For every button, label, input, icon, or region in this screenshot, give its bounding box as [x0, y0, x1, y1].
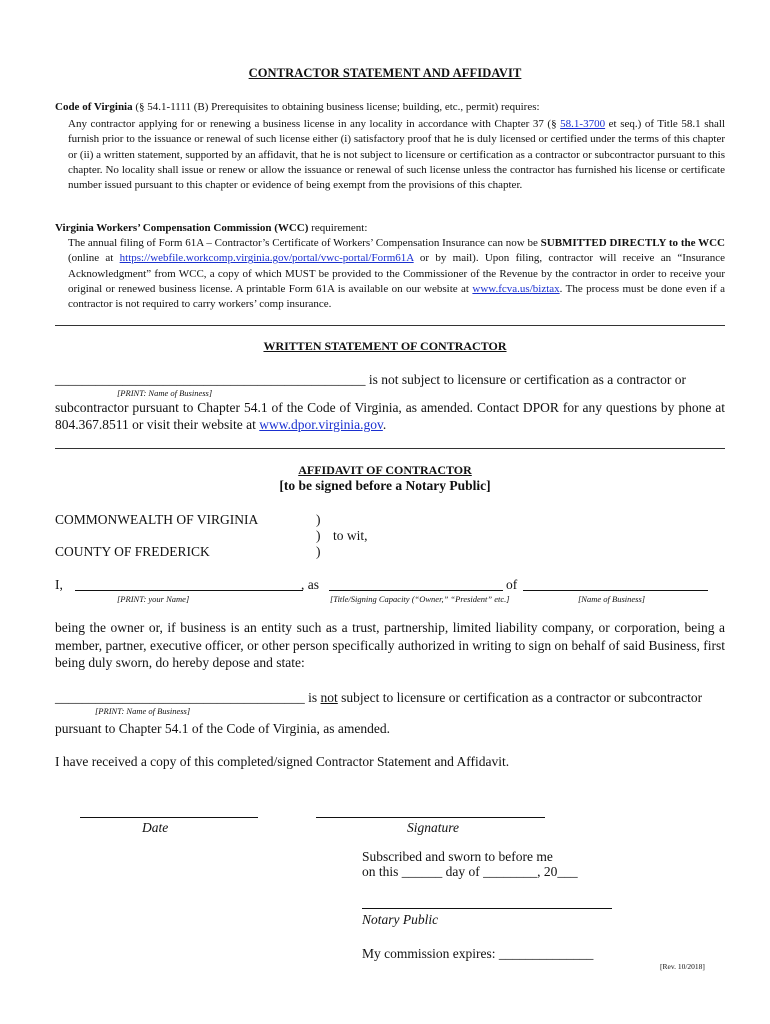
title-capacity-label: [Title/Signing Capacity (“Owner,” “President” etc.] [330, 594, 510, 604]
as-label: , as [301, 577, 319, 592]
code-text-b: et seq.) of Title 58.1 shall furnish prior to the issuance or renewal of such license either (i) satisfactory proof that he is duly licensed or certified under the terms of this chapter or (ii) a written statement, supported by an affidavit, that he is not subject to licensure or certification as a contractor or subcontractor pursuant to this chapter. No locality shall issue or renew or allow the issuance or renewal of such license unless the contractor has furnished his license or certificate number issued pursuant to this chapter or evidence of being exempt from the provisions of this chapter. [68, 118, 725, 192]
pursuant-text: pursuant to Chapter 54.1 of the Code of Virginia, as amended. [55, 721, 390, 736]
revision-label: [Rev. 10/2018] [660, 962, 705, 971]
notary-subheading: [to be signed before a Notary Public] [279, 478, 491, 493]
wcc-text-b: (online at [68, 252, 120, 265]
biztax-link[interactable]: www.fcva.us/biztax [472, 282, 560, 295]
business-name-blank-2[interactable] [523, 590, 708, 591]
code-paragraph [68, 117, 725, 193]
dpor-link[interactable]: www.dpor.virginia.gov [259, 417, 383, 432]
written-text-a: subcontractor pursuant to Chapter 54.1 of the Code of Virginia, as amended. Contact DPOR for any questions by phone at 804.367.8511 or visit their website at [55, 400, 725, 432]
wcc-text-c: or by mail). Upon filing, contractor will receive an “Insurance Acknowledgment” from WCC, a copy of which MUST be provided to the Commissioner of the Revenue by the contractor in order to receive your original or renewed business license. A printable Form 61A is available on our website at [68, 252, 725, 295]
paren-3: ) [316, 544, 321, 559]
business-name-blank[interactable]: ______________________________________________ [55, 372, 366, 387]
business-name-blank-3[interactable]: _____________________________________ [55, 690, 305, 705]
title-capacity-blank[interactable] [329, 590, 503, 591]
commonwealth-label: COMMONWEALTH OF VIRGINIA [55, 512, 259, 527]
print-business-label: [PRINT: Name of Business] [117, 388, 213, 398]
not-label: not [320, 690, 338, 705]
wcc-heading-line [55, 221, 367, 236]
code-text-a: Any contractor applying for or renewing a business license in any locality in accordance with Chapter 37 (§ [68, 118, 561, 130]
on-this-day-text[interactable]: on this ______ day of ________, 20___ [362, 864, 578, 879]
code-heading-rest: (§ 54.1-1111 (B) Prerequisites to obtaining business license; building, etc., permit) requires: [132, 101, 540, 113]
section-divider-2 [55, 448, 725, 449]
date-blank[interactable] [80, 817, 258, 818]
date-label: Date [142, 820, 169, 835]
wcc-heading: Virginia Workers’ Compensation Commission (WCC) [55, 222, 309, 234]
notary-signature-blank[interactable] [362, 908, 612, 909]
written-line-rest: is not subject to licensure or certification as a contractor or [365, 372, 687, 387]
is-label: is [304, 690, 321, 705]
page-title: CONTRACTOR STATEMENT AND AFFIDAVIT [248, 66, 522, 80]
statement-rest: subject to licensure or certification as a contractor or subcontractor [337, 690, 703, 705]
written-paragraph [55, 399, 725, 433]
written-text-b: . [382, 417, 387, 432]
paren-1: ) [316, 512, 321, 527]
written-statement-heading: WRITTEN STATEMENT OF CONTRACTOR [263, 339, 507, 353]
wcc-paragraph [68, 236, 725, 312]
signature-label: Signature [407, 820, 459, 835]
written-statement-line [55, 371, 686, 388]
subscribed-text: Subscribed and sworn to before me [362, 849, 553, 864]
code-heading-line [55, 100, 540, 115]
county-label: COUNTY OF FREDERICK [55, 544, 210, 559]
print-your-name-label: [PRINT: your Name] [117, 594, 190, 604]
your-name-blank[interactable] [75, 590, 303, 591]
of-label: of [506, 577, 518, 592]
wcc-text-d: . The process must be done even if a contractor is not required to carry workers’ comp insurance. [68, 282, 725, 311]
to-wit-label: to wit, [333, 528, 368, 543]
name-of-business-label: [Name of Business] [578, 594, 646, 604]
received-copy-text: I have received a copy of this completed/signed Contractor Statement and Affidavit. [55, 754, 510, 769]
form61a-link[interactable]: https://webfile.workcomp.virginia.gov/portal/vwc-portal/Form61A [119, 252, 414, 265]
affidavit-statement-line [55, 689, 702, 706]
affidavit-heading: AFFIDAVIT OF CONTRACTOR [298, 463, 472, 477]
wcc-heading-rest: requirement: [308, 222, 368, 234]
code-heading: Code of Virginia [55, 101, 133, 113]
wcc-text-a: The annual filing of Form 61A – Contractor’s Certificate of Workers’ Compensation Insurance can now be [68, 237, 541, 249]
wcc-bold-text: SUBMITTED DIRECTLY to the WCC [540, 237, 725, 249]
notary-public-label: Notary Public [362, 912, 439, 927]
owner-paragraph: being the owner or, if business is an entity such as a trust, partnership, limited liability company, or corporation, being a member, partner, executive officer, or other person specifically authorized in writing to sign on behalf of said Business, first being duly sworn, do hereby depose and state: [55, 620, 725, 670]
signature-blank[interactable] [316, 817, 545, 818]
statute-link[interactable]: 58.1-3700 [560, 118, 606, 130]
print-business-label-2: [PRINT: Name of Business] [95, 706, 191, 716]
i-label: I, [55, 577, 63, 592]
commission-expires-text[interactable]: My commission expires: ______________ [362, 946, 594, 961]
paren-2: ) [316, 528, 321, 543]
section-divider-1 [55, 325, 725, 326]
